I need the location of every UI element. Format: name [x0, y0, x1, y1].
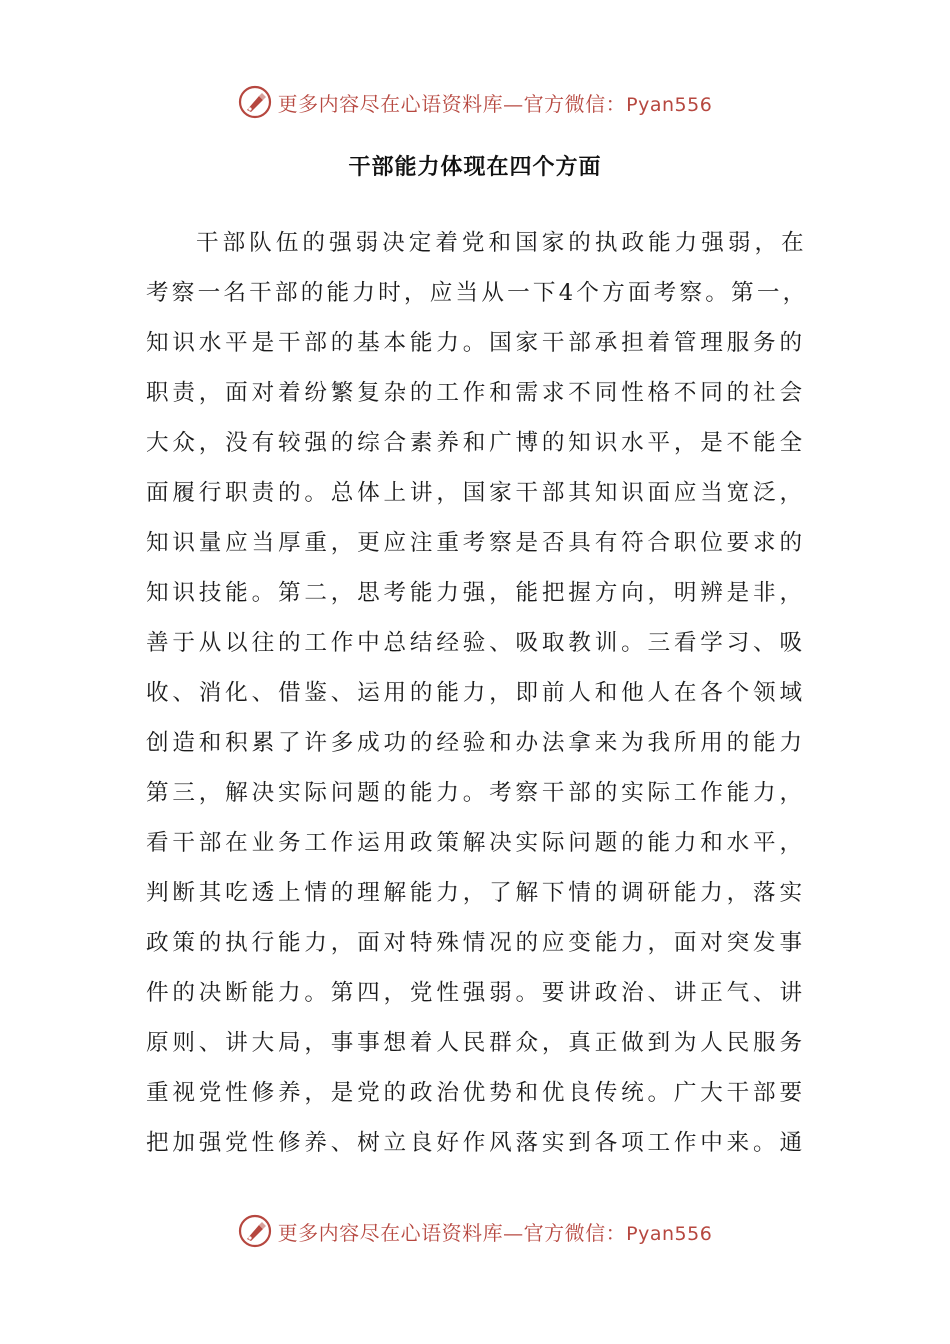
banner-text [278, 88, 713, 117]
body-line: 干部队伍的强弱决定着党和国家的执政能力强弱，在 [196, 230, 808, 256]
body-line: 创造和积累了许多成功的经验和办法拿来为我所用的能力 [146, 730, 806, 756]
body-line: 职责，面对着纷繁复杂的工作和需求不同性格不同的社会 [146, 380, 806, 406]
body-line: 大众，没有较强的综合素养和广博的知识水平，是不能全 [146, 430, 806, 456]
banner-text [278, 1217, 713, 1246]
body-line: 面履行职责的。总体上讲，国家干部其知识面应当宽泛， [146, 480, 806, 506]
header-banner [0, 82, 950, 122]
body-line: 考察一名干部的能力时，应当从一下4个方面考察。第一， [146, 280, 809, 306]
banner-text-cn: 更多内容尽在心语资料库—官方微信： [277, 91, 627, 116]
body-line: 看干部在业务工作运用政策解决实际问题的能力和水平， [146, 830, 806, 856]
body-line: 第三，解决实际问题的能力。考察干部的实际工作能力， [146, 780, 806, 806]
body-line: 把加强党性修养、树立良好作风落实到各项工作中来。通 [146, 1130, 806, 1156]
body-line: 知识水平是干部的基本能力。国家干部承担着管理服务的 [146, 330, 806, 356]
banner-text-id: Pyan556 [626, 1222, 713, 1245]
body-line: 政策的执行能力，面对特殊情况的应变能力，面对突发事 [146, 930, 806, 956]
footer-banner [0, 1211, 950, 1251]
body-line: 知识量应当厚重，更应注重考察是否具有符合职位要求的 [146, 530, 806, 556]
pen-nib-logo-icon [238, 85, 272, 119]
document-body [146, 218, 808, 1168]
body-line: 重视党性修养，是党的政治优势和优良传统。广大干部要 [146, 1080, 806, 1106]
body-line: 判断其吃透上情的理解能力，了解下情的调研能力，落实 [146, 880, 806, 906]
body-line: 原则、讲大局，事事想着人民群众，真正做到为人民服务 [146, 1030, 806, 1056]
body-line: 件的决断能力。第四，党性强弱。要讲政治、讲正气、讲 [146, 980, 806, 1006]
body-line: 善于从以往的工作中总结经验、吸取教训。三看学习、吸 [146, 630, 806, 656]
banner-text-cn: 更多内容尽在心语资料库—官方微信： [277, 1220, 627, 1245]
body-line: 知识技能。第二，思考能力强，能把握方向，明辨是非， [146, 580, 806, 606]
document-title: 干部能力体现在四个方面 [348, 155, 602, 180]
body-line: 收、消化、借鉴、运用的能力，即前人和他人在各个领域 [146, 680, 806, 706]
banner-text-id: Pyan556 [626, 93, 713, 116]
pen-nib-logo-icon [238, 1214, 272, 1248]
